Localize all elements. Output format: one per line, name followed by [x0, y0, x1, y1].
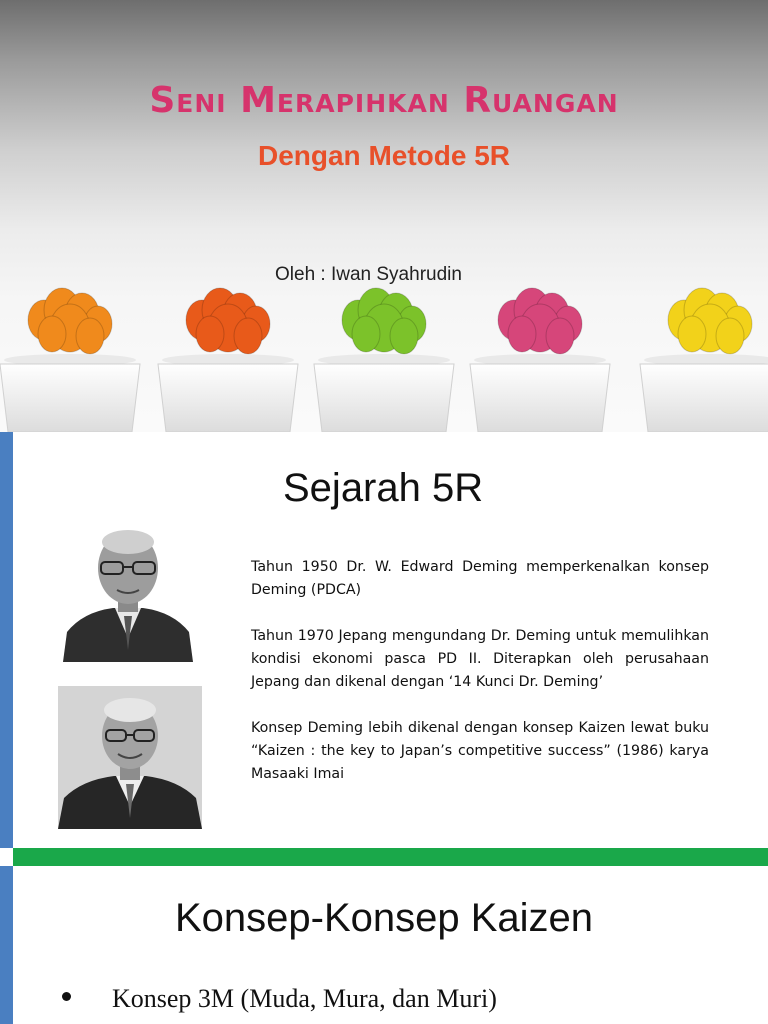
bullet-text: Konsep 3M (Muda, Mura, dan Muri) — [112, 984, 497, 1013]
title-slide — [0, 0, 768, 432]
cactus-pots-image — [0, 280, 768, 432]
history-paragraph-2: Tahun 1970 Jepang mengundang Dr. Deming untuk memulihkan kondisi ekonomi pasca PD II. Diterapkan oleh perusahaan Jepang dan dikenal dengan ‘14 Kunci Dr. Deming’ — [251, 628, 709, 690]
cactus-pot — [640, 288, 768, 432]
history-paragraph-3: Konsep Deming lebih dikenal dengan konsep Kaizen lewat buku “Kaizen : the key to Japan’s competitive success” (1986) karya Masaaki Imai — [251, 720, 709, 782]
accent-bar — [0, 432, 13, 848]
slide-title: Konsep-Konsep Kaizen — [174, 896, 594, 940]
kaizen-slide — [0, 866, 768, 1024]
cactus-pot — [314, 288, 454, 432]
history-paragraph-1: Tahun 1950 Dr. W. Edward Deming memperkenalkan konsep Deming (PDCA) — [251, 559, 709, 598]
bullet-item — [62, 984, 497, 1014]
author-line: Oleh : Iwan Syahrudin — [275, 264, 462, 285]
deming-portrait — [63, 520, 193, 662]
bullet-icon — [62, 992, 71, 1001]
imai-portrait — [58, 686, 202, 829]
accent-bar — [0, 866, 13, 1024]
history-slide — [0, 432, 768, 848]
cactus-pot — [0, 288, 140, 432]
slide-title: Sejarah 5R — [283, 466, 484, 510]
slide-title: Seni Merapihkan Ruangan — [149, 80, 619, 121]
history-text — [251, 556, 709, 809]
divider-bar — [13, 848, 768, 866]
slide-subtitle: Dengan Metode 5R — [257, 140, 511, 171]
cactus-pot — [470, 288, 610, 432]
cactus-pot — [158, 288, 298, 432]
